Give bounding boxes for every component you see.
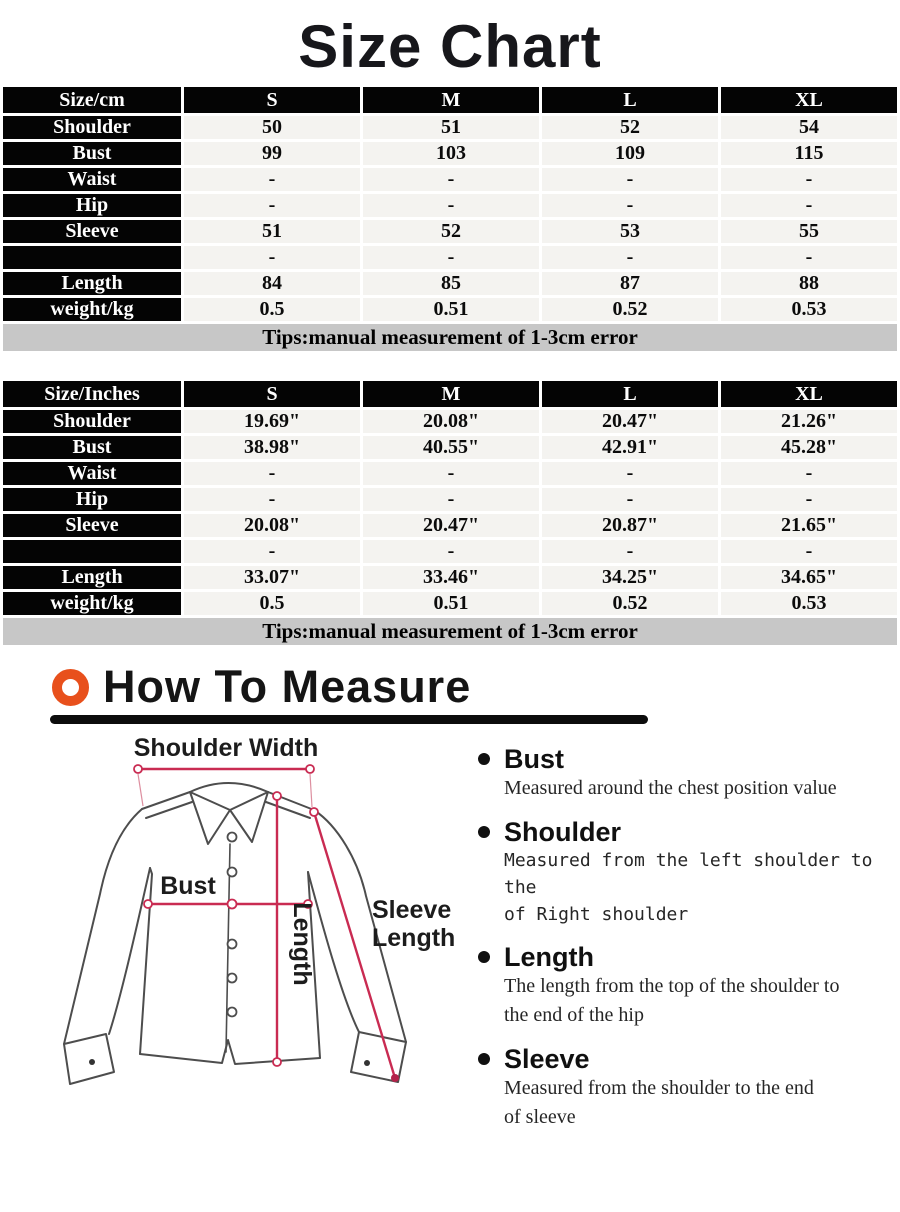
value-cell: - bbox=[363, 246, 539, 269]
value-cell: 19.69" bbox=[184, 410, 360, 433]
table-row bbox=[3, 410, 897, 433]
value-cell: 109 bbox=[542, 142, 718, 165]
tips-text: Tips:manual measurement of 1-3cm error bbox=[3, 324, 897, 351]
sleeve-line-end-dot bbox=[391, 1074, 399, 1082]
measure-item-label: Shoulder bbox=[504, 817, 622, 847]
value-cell: 51 bbox=[363, 116, 539, 139]
row-label-cell: Length bbox=[3, 272, 181, 295]
measure-item-desc-line: The length from the top of the shoulder to bbox=[504, 975, 840, 997]
measure-item-length bbox=[478, 942, 892, 1030]
measure-unit-header: Size/Inches bbox=[3, 381, 181, 407]
value-cell: - bbox=[721, 462, 897, 485]
value-cell: 88 bbox=[721, 272, 897, 295]
how-to-measure-heading bbox=[52, 662, 900, 712]
value-cell: 52 bbox=[542, 116, 718, 139]
row-label-cell: Shoulder bbox=[3, 116, 181, 139]
table-row bbox=[3, 298, 897, 321]
row-label-cell: Hip bbox=[3, 488, 181, 511]
row-label-cell: weight/kg bbox=[3, 298, 181, 321]
value-cell: 0.51 bbox=[363, 298, 539, 321]
value-cell: - bbox=[363, 540, 539, 563]
table-row bbox=[3, 142, 897, 165]
table-row bbox=[3, 488, 897, 511]
how-to-measure-section bbox=[0, 724, 900, 1196]
size-column-header: L bbox=[542, 87, 718, 113]
value-cell: - bbox=[363, 194, 539, 217]
tips-text: Tips:manual measurement of 1-3cm error bbox=[3, 618, 897, 645]
shoulder-width-label: Shoulder Width bbox=[133, 734, 319, 762]
orange-ring-icon bbox=[52, 669, 89, 706]
size-table-cm bbox=[0, 84, 900, 354]
value-cell: 103 bbox=[363, 142, 539, 165]
table-row bbox=[3, 436, 897, 459]
measure-item-desc-line: Measured from the left shoulder to the bbox=[504, 850, 873, 898]
measure-item-bust bbox=[478, 744, 892, 803]
table-row bbox=[3, 116, 897, 139]
value-cell: - bbox=[542, 462, 718, 485]
size-column-header: S bbox=[184, 381, 360, 407]
table-row bbox=[3, 514, 897, 537]
table-row bbox=[3, 592, 897, 615]
value-cell: - bbox=[363, 488, 539, 511]
value-cell: - bbox=[184, 168, 360, 191]
row-label-cell: Shoulder bbox=[3, 410, 181, 433]
value-cell: - bbox=[542, 168, 718, 191]
bullet-dot-icon bbox=[478, 826, 490, 838]
value-cell: 42.91" bbox=[542, 436, 718, 459]
table-row bbox=[3, 194, 897, 217]
tips-row bbox=[3, 618, 897, 645]
measure-item-desc-line: Measured from the shoulder to the end bbox=[504, 1077, 814, 1099]
value-cell: 50 bbox=[184, 116, 360, 139]
value-cell: - bbox=[363, 168, 539, 191]
value-cell: 20.08" bbox=[184, 514, 360, 537]
value-cell: - bbox=[184, 540, 360, 563]
shirt-outline bbox=[64, 783, 406, 1084]
value-cell: 51 bbox=[184, 220, 360, 243]
value-cell: - bbox=[184, 462, 360, 485]
sleeve-length-label-line1: Sleeve bbox=[372, 896, 452, 924]
value-cell: - bbox=[721, 488, 897, 511]
length-label: Length bbox=[288, 902, 316, 986]
value-cell: - bbox=[184, 194, 360, 217]
value-cell: 34.65" bbox=[721, 566, 897, 589]
measure-unit-header: Size/cm bbox=[3, 87, 181, 113]
size-column-header: XL bbox=[721, 381, 897, 407]
value-cell: 0.5 bbox=[184, 592, 360, 615]
value-cell: 99 bbox=[184, 142, 360, 165]
value-cell: 33.46" bbox=[363, 566, 539, 589]
value-cell: 45.28" bbox=[721, 436, 897, 459]
row-label-cell: Bust bbox=[3, 142, 181, 165]
value-cell: - bbox=[721, 168, 897, 191]
row-label-cell bbox=[3, 246, 181, 269]
measure-item-sleeve bbox=[478, 1044, 892, 1132]
heading-underline bbox=[50, 715, 648, 724]
value-cell: 38.98" bbox=[184, 436, 360, 459]
value-cell: - bbox=[542, 194, 718, 217]
value-cell: 20.47" bbox=[363, 514, 539, 537]
table-row bbox=[3, 168, 897, 191]
size-table-inches bbox=[0, 378, 900, 648]
value-cell: - bbox=[721, 540, 897, 563]
value-cell: 0.5 bbox=[184, 298, 360, 321]
row-label-cell: Waist bbox=[3, 168, 181, 191]
size-column-header: S bbox=[184, 87, 360, 113]
value-cell: 87 bbox=[542, 272, 718, 295]
value-cell: - bbox=[363, 462, 539, 485]
table-row bbox=[3, 566, 897, 589]
how-to-measure-title: How To Measure bbox=[103, 661, 472, 712]
row-label-cell: Waist bbox=[3, 462, 181, 485]
bullet-dot-icon bbox=[478, 1053, 490, 1065]
measure-item-desc-line: of sleeve bbox=[504, 1106, 576, 1128]
row-label-cell: Bust bbox=[3, 436, 181, 459]
table-header-row bbox=[3, 87, 897, 113]
value-cell: 84 bbox=[184, 272, 360, 295]
row-label-cell bbox=[3, 540, 181, 563]
table-header-row bbox=[3, 381, 897, 407]
value-cell: 0.53 bbox=[721, 592, 897, 615]
bullet-dot-icon bbox=[478, 951, 490, 963]
sleeve-length-label-line2: Length bbox=[372, 924, 456, 952]
value-cell: 21.65" bbox=[721, 514, 897, 537]
row-label-cell: Length bbox=[3, 566, 181, 589]
size-column-header: M bbox=[363, 381, 539, 407]
shirt-measurement-diagram bbox=[10, 732, 462, 1188]
table-row bbox=[3, 540, 897, 563]
value-cell: 20.08" bbox=[363, 410, 539, 433]
size-column-header: XL bbox=[721, 87, 897, 113]
value-cell: 21.26" bbox=[721, 410, 897, 433]
measure-item-label: Bust bbox=[504, 744, 564, 774]
size-column-header: L bbox=[542, 381, 718, 407]
table-row bbox=[3, 246, 897, 269]
row-label-cell: Sleeve bbox=[3, 220, 181, 243]
value-cell: 85 bbox=[363, 272, 539, 295]
measure-item-label: Length bbox=[504, 942, 594, 972]
bullet-dot-icon bbox=[478, 753, 490, 765]
value-cell: 55 bbox=[721, 220, 897, 243]
tips-row bbox=[3, 324, 897, 351]
row-label-cell: Sleeve bbox=[3, 514, 181, 537]
value-cell: 20.47" bbox=[542, 410, 718, 433]
value-cell: - bbox=[184, 488, 360, 511]
page-title: Size Chart bbox=[298, 13, 602, 80]
measure-item-desc-line: Measured around the chest position value bbox=[504, 777, 837, 799]
value-cell: 54 bbox=[721, 116, 897, 139]
table-row bbox=[3, 220, 897, 243]
table-row bbox=[3, 462, 897, 485]
value-cell: 20.87" bbox=[542, 514, 718, 537]
bust-label: Bust bbox=[160, 872, 216, 900]
table-row bbox=[3, 272, 897, 295]
measure-item-label: Sleeve bbox=[504, 1044, 590, 1074]
measure-item-desc-line: the end of the hip bbox=[504, 1004, 644, 1026]
value-cell: 0.52 bbox=[542, 592, 718, 615]
value-cell: - bbox=[542, 540, 718, 563]
measure-definitions bbox=[478, 744, 892, 1146]
row-label-cell: Hip bbox=[3, 194, 181, 217]
row-label-cell: weight/kg bbox=[3, 592, 181, 615]
value-cell: - bbox=[542, 246, 718, 269]
value-cell: 0.51 bbox=[363, 592, 539, 615]
value-cell: 0.52 bbox=[542, 298, 718, 321]
value-cell: 53 bbox=[542, 220, 718, 243]
value-cell: - bbox=[721, 246, 897, 269]
measure-item-desc-line: of Right shoulder bbox=[504, 904, 689, 925]
value-cell: 40.55" bbox=[363, 436, 539, 459]
value-cell: 33.07" bbox=[184, 566, 360, 589]
value-cell: - bbox=[542, 488, 718, 511]
measure-item-shoulder bbox=[478, 817, 892, 928]
cuff-buttons bbox=[89, 1059, 370, 1066]
value-cell: 0.53 bbox=[721, 298, 897, 321]
value-cell: 115 bbox=[721, 142, 897, 165]
value-cell: 34.25" bbox=[542, 566, 718, 589]
value-cell: 52 bbox=[363, 220, 539, 243]
size-column-header: M bbox=[363, 87, 539, 113]
value-cell: - bbox=[184, 246, 360, 269]
value-cell: - bbox=[721, 194, 897, 217]
